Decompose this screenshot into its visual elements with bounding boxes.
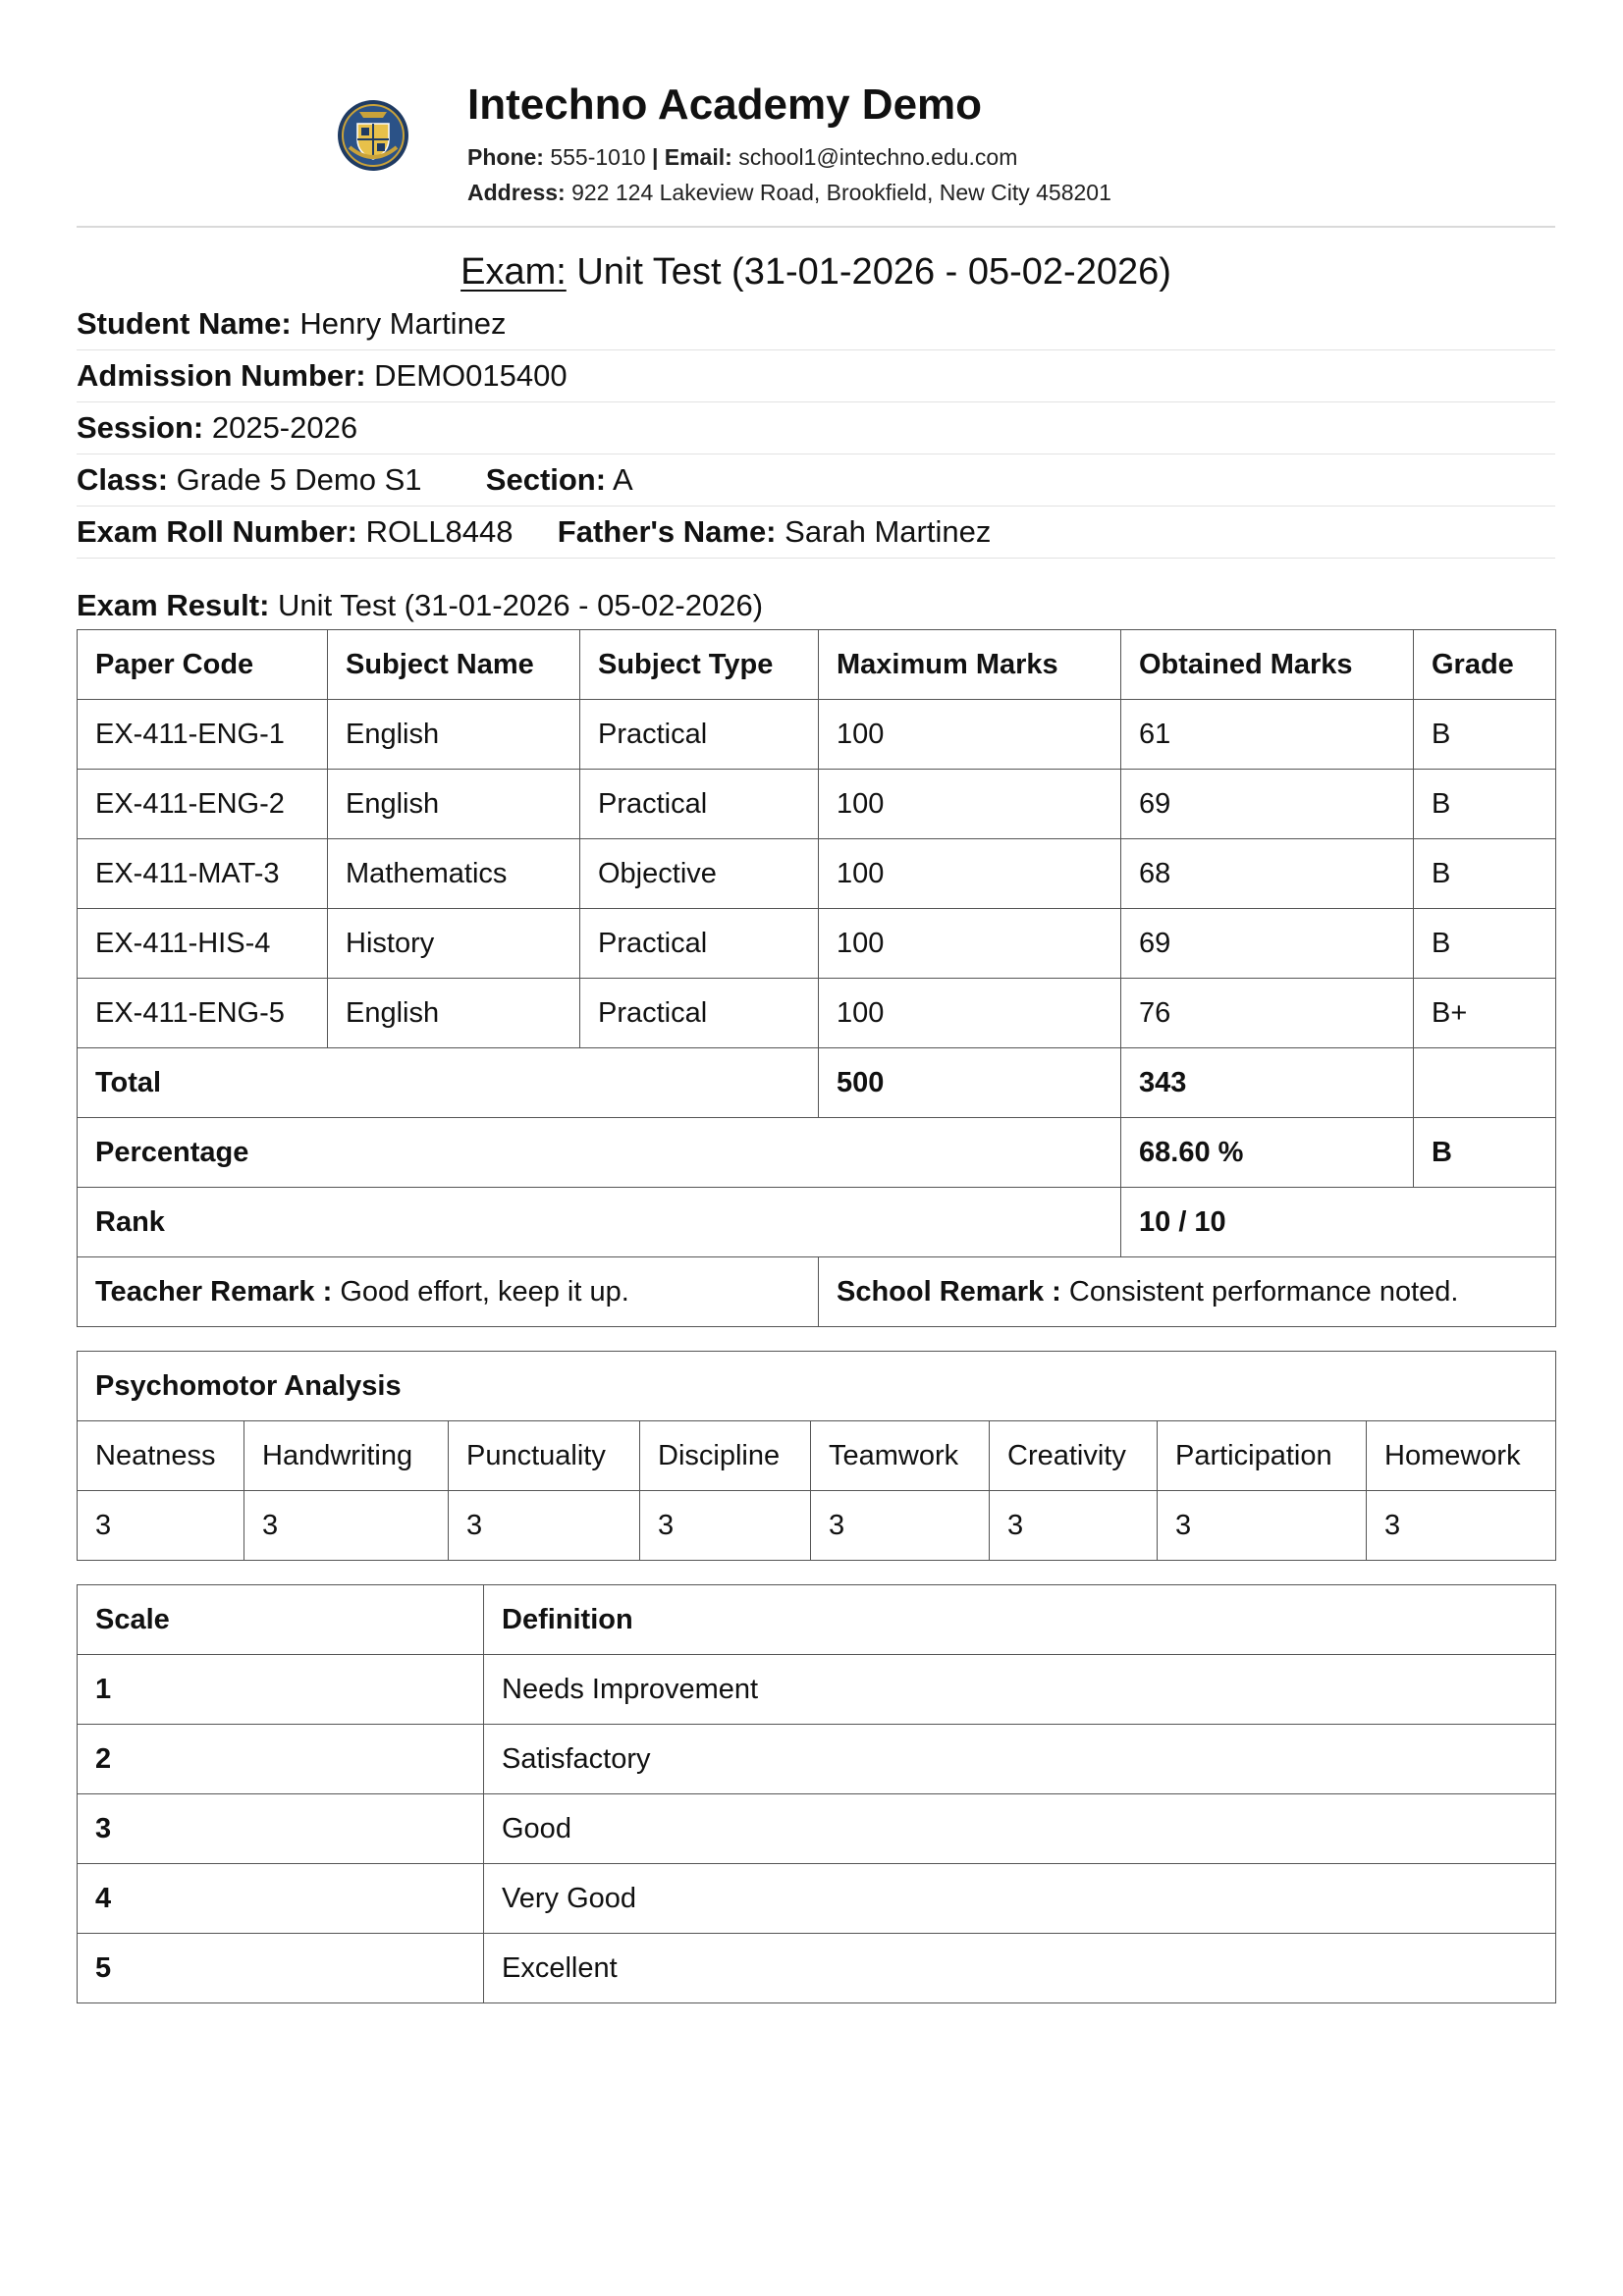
school-remark-label: School Remark : bbox=[837, 1275, 1061, 1308]
trait-cell: Handwriting bbox=[244, 1421, 449, 1491]
address-label: Address: bbox=[467, 180, 566, 205]
paper-code-cell: EX-411-HIS-4 bbox=[78, 909, 328, 979]
total-max-marks: 500 bbox=[819, 1048, 1121, 1118]
father-name-value: Sarah Martinez bbox=[784, 514, 992, 549]
scale-definition-cell: Good bbox=[484, 1794, 1556, 1864]
student-name-label: Student Name: bbox=[77, 306, 292, 341]
scale-definition-cell: Very Good bbox=[484, 1864, 1556, 1934]
subject-type-cell: Practical bbox=[580, 909, 819, 979]
school-remark-value: Consistent performance noted. bbox=[1068, 1275, 1459, 1308]
marks-table bbox=[77, 629, 1556, 1327]
max-marks-cell: 100 bbox=[819, 839, 1121, 909]
paper-code-cell: EX-411-ENG-1 bbox=[78, 700, 328, 770]
paper-code-cell: EX-411-ENG-5 bbox=[78, 979, 328, 1048]
paper-code-cell: EX-411-ENG-2 bbox=[78, 770, 328, 839]
table-row bbox=[78, 839, 1556, 909]
contact-separator: | bbox=[651, 144, 659, 170]
score-cell: 3 bbox=[78, 1491, 244, 1561]
obtained-marks-cell: 76 bbox=[1121, 979, 1414, 1048]
column-header: Grade bbox=[1414, 630, 1556, 700]
grade-cell: B bbox=[1414, 839, 1556, 909]
trait-cell: Creativity bbox=[990, 1421, 1158, 1491]
exam-result-label: Exam Result: bbox=[77, 588, 270, 622]
scale-value-cell: 3 bbox=[78, 1794, 484, 1864]
rank-value: 10 / 10 bbox=[1121, 1188, 1556, 1257]
column-header: Scale bbox=[78, 1585, 484, 1655]
table-row bbox=[78, 1725, 1556, 1794]
total-obtained-marks: 343 bbox=[1121, 1048, 1414, 1118]
exam-result-value: Unit Test (31-01-2026 - 05-02-2026) bbox=[278, 588, 764, 622]
column-header: Subject Name bbox=[328, 630, 580, 700]
roll-father-row bbox=[77, 507, 1555, 559]
score-cell: 3 bbox=[640, 1491, 811, 1561]
column-header: Paper Code bbox=[78, 630, 328, 700]
email-label: Email: bbox=[664, 144, 732, 170]
column-header: Subject Type bbox=[580, 630, 819, 700]
trait-cell: Teamwork bbox=[811, 1421, 990, 1491]
grade-cell: B bbox=[1414, 770, 1556, 839]
percentage-label: Percentage bbox=[78, 1118, 1121, 1188]
score-cell: 3 bbox=[244, 1491, 449, 1561]
subject-type-cell: Practical bbox=[580, 770, 819, 839]
exam-title-label: Exam: bbox=[460, 251, 567, 293]
grade-cell: B+ bbox=[1414, 979, 1556, 1048]
rank-label: Rank bbox=[78, 1188, 1121, 1257]
score-cell: 3 bbox=[449, 1491, 640, 1561]
student-name-value: Henry Martinez bbox=[299, 306, 507, 341]
table-row bbox=[78, 1864, 1556, 1934]
session-value: 2025-2026 bbox=[211, 410, 358, 445]
exam-result-heading bbox=[77, 586, 1555, 625]
subject-type-cell: Practical bbox=[580, 700, 819, 770]
session-row bbox=[77, 402, 1555, 454]
obtained-marks-cell: 69 bbox=[1121, 909, 1414, 979]
admission-number-row bbox=[77, 350, 1555, 402]
teacher-remark bbox=[78, 1257, 819, 1327]
grade-cell: B bbox=[1414, 700, 1556, 770]
grading-scale-table bbox=[77, 1584, 1556, 2003]
psychomotor-table bbox=[77, 1351, 1556, 1561]
scale-value-cell: 4 bbox=[78, 1864, 484, 1934]
scale-value-cell: 2 bbox=[78, 1725, 484, 1794]
subject-name-cell: English bbox=[328, 700, 580, 770]
total-row bbox=[78, 1048, 1556, 1118]
total-label: Total bbox=[78, 1048, 819, 1118]
psychomotor-heading-row bbox=[78, 1352, 1556, 1421]
table-row bbox=[78, 1794, 1556, 1864]
father-name-label: Father's Name: bbox=[557, 514, 777, 549]
percentage-value: 68.60 % bbox=[1121, 1118, 1414, 1188]
max-marks-cell: 100 bbox=[819, 770, 1121, 839]
psychomotor-traits-row bbox=[78, 1421, 1556, 1491]
subject-type-cell: Objective bbox=[580, 839, 819, 909]
subject-name-cell: History bbox=[328, 909, 580, 979]
teacher-remark-label: Teacher Remark : bbox=[95, 1275, 333, 1308]
max-marks-cell: 100 bbox=[819, 700, 1121, 770]
score-cell: 3 bbox=[990, 1491, 1158, 1561]
address-value: 922 124 Lakeview Road, Brookfield, New City 458201 bbox=[571, 180, 1111, 205]
admission-number-label: Admission Number: bbox=[77, 358, 366, 393]
roll-number-label: Exam Roll Number: bbox=[77, 514, 357, 549]
subject-name-cell: English bbox=[328, 770, 580, 839]
school-remark bbox=[819, 1257, 1556, 1327]
psychomotor-heading: Psychomotor Analysis bbox=[78, 1352, 1556, 1421]
school-name: Intechno Academy Demo bbox=[467, 80, 983, 129]
marks-header-row bbox=[78, 630, 1556, 700]
obtained-marks-cell: 69 bbox=[1121, 770, 1414, 839]
subject-name-cell: English bbox=[328, 979, 580, 1048]
scale-definition-cell: Satisfactory bbox=[484, 1725, 1556, 1794]
exam-title-value: Unit Test (31-01-2026 - 05-02-2026) bbox=[576, 251, 1171, 293]
rank-row bbox=[78, 1188, 1556, 1257]
paper-code-cell: EX-411-MAT-3 bbox=[78, 839, 328, 909]
class-label: Class: bbox=[77, 462, 169, 497]
session-label: Session: bbox=[77, 410, 204, 445]
table-row bbox=[78, 979, 1556, 1048]
trait-cell: Punctuality bbox=[449, 1421, 640, 1491]
report-card-page bbox=[77, 0, 1555, 2003]
scale-definition-cell: Needs Improvement bbox=[484, 1655, 1556, 1725]
phone-value: 555-1010 bbox=[550, 144, 646, 170]
class-value: Grade 5 Demo S1 bbox=[176, 462, 422, 497]
table-row bbox=[78, 770, 1556, 839]
section-label: Section: bbox=[485, 462, 607, 497]
trait-cell: Discipline bbox=[640, 1421, 811, 1491]
school-contact bbox=[467, 144, 1017, 171]
max-marks-cell: 100 bbox=[819, 909, 1121, 979]
grade-cell: B bbox=[1414, 909, 1556, 979]
total-grade-empty bbox=[1414, 1048, 1556, 1118]
score-cell: 3 bbox=[1367, 1491, 1556, 1561]
student-name-row bbox=[77, 298, 1555, 350]
email-value: school1@intechno.edu.com bbox=[738, 144, 1018, 170]
percentage-row bbox=[78, 1118, 1556, 1188]
obtained-marks-cell: 68 bbox=[1121, 839, 1414, 909]
remarks-row bbox=[78, 1257, 1556, 1327]
scale-definition-cell: Excellent bbox=[484, 1934, 1556, 2003]
section-value: A bbox=[612, 462, 633, 497]
subject-name-cell: Mathematics bbox=[328, 839, 580, 909]
score-cell: 3 bbox=[811, 1491, 990, 1561]
score-cell: 3 bbox=[1158, 1491, 1367, 1561]
table-row bbox=[78, 1655, 1556, 1725]
table-row bbox=[78, 1934, 1556, 2003]
obtained-marks-cell: 61 bbox=[1121, 700, 1414, 770]
trait-cell: Participation bbox=[1158, 1421, 1367, 1491]
scale-value-cell: 5 bbox=[78, 1934, 484, 2003]
table-row bbox=[78, 700, 1556, 770]
teacher-remark-value: Good effort, keep it up. bbox=[340, 1275, 629, 1308]
table-row bbox=[78, 909, 1556, 979]
roll-number-value: ROLL8448 bbox=[365, 514, 514, 549]
psychomotor-scores-row bbox=[78, 1491, 1556, 1561]
column-header: Maximum Marks bbox=[819, 630, 1121, 700]
school-address bbox=[467, 180, 1111, 206]
subject-type-cell: Practical bbox=[580, 979, 819, 1048]
max-marks-cell: 100 bbox=[819, 979, 1121, 1048]
trait-cell: Neatness bbox=[78, 1421, 244, 1491]
column-header: Obtained Marks bbox=[1121, 630, 1414, 700]
scale-header-row bbox=[78, 1585, 1556, 1655]
trait-cell: Homework bbox=[1367, 1421, 1556, 1491]
overall-grade: B bbox=[1414, 1118, 1556, 1188]
class-section-row bbox=[77, 454, 1555, 507]
scale-value-cell: 1 bbox=[78, 1655, 484, 1725]
exam-title bbox=[77, 245, 1555, 298]
admission-number-value: DEMO015400 bbox=[374, 358, 568, 393]
school-header bbox=[77, 0, 1555, 228]
school-crest-logo bbox=[336, 98, 410, 173]
column-header: Definition bbox=[484, 1585, 1556, 1655]
phone-label: Phone: bbox=[467, 144, 544, 170]
